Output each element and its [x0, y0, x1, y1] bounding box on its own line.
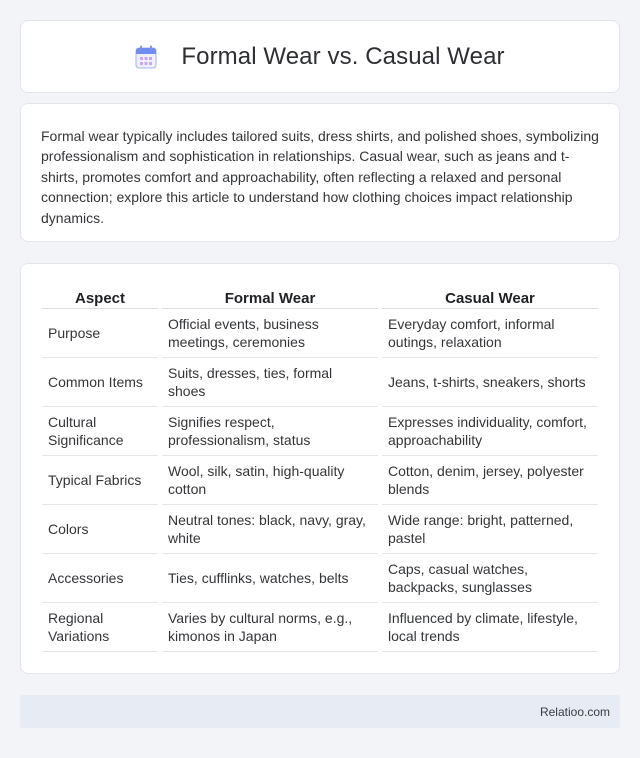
formal-cell: Signifies respect, professionalism, status: [160, 406, 380, 455]
table-row: [42, 406, 598, 455]
formal-cell: Wool, silk, satin, high-quality cotton: [160, 455, 380, 504]
casual-cell: Everyday comfort, informal outings, relaxation: [380, 308, 598, 357]
casual-cell: Caps, casual watches, backpacks, sunglasses: [380, 553, 598, 602]
calendar-icon: [135, 45, 157, 69]
table-row: [42, 308, 598, 357]
formal-cell: Varies by cultural norms, e.g., kimonos in Japan: [160, 602, 380, 651]
header-casual-wear: Casual Wear: [380, 284, 598, 308]
table-row: [42, 357, 598, 406]
header: [135, 43, 504, 71]
casual-cell: Wide range: bright, patterned, pastel: [380, 504, 598, 553]
footer: [20, 695, 620, 728]
aspect-cell: Cultural Significance: [42, 406, 160, 455]
table-row: [42, 455, 598, 504]
comparison-table: [42, 284, 598, 652]
aspect-cell: Regional Variations: [42, 602, 160, 651]
page-title: Formal Wear vs. Casual Wear: [181, 42, 505, 70]
formal-cell: Ties, cufflinks, watches, belts: [160, 553, 380, 602]
casual-cell: Expresses individuality, comfort, approachability: [380, 406, 598, 455]
table-header-row: [42, 284, 598, 308]
table-row: [42, 553, 598, 602]
aspect-cell: Colors: [42, 504, 160, 553]
aspect-cell: Accessories: [42, 553, 160, 602]
aspect-cell: Purpose: [42, 308, 160, 357]
aspect-cell: Common Items: [42, 357, 160, 406]
header-formal-wear: Formal Wear: [160, 284, 380, 308]
casual-cell: Jeans, t-shirts, sneakers, shorts: [380, 357, 598, 406]
header-aspect: Aspect: [42, 284, 160, 308]
intro-paragraph: Formal wear typically includes tailored suits, dress shirts, and polished shoes, symbolizing professionalism and sophistication in relationships. Casual wear, such as jeans and t-shirts, promotes comfort and approachability, often reflecting a relaxed and personal connection; explore this article to understand how clothing choices impact relationship dynamics.: [41, 128, 599, 226]
casual-cell: Cotton, denim, jersey, polyester blends: [380, 455, 598, 504]
header-card: [20, 20, 620, 93]
aspect-cell: Typical Fabrics: [42, 455, 160, 504]
formal-cell: Official events, business meetings, ceremonies: [160, 308, 380, 357]
intro-card: [20, 103, 620, 242]
casual-cell: Influenced by climate, lifestyle, local trends: [380, 602, 598, 651]
table-row: [42, 504, 598, 553]
formal-cell: Neutral tones: black, navy, gray, white: [160, 504, 380, 553]
footer-brand: Relatioo.com: [539, 704, 610, 719]
comparison-table-card: [20, 263, 620, 674]
formal-cell: Suits, dresses, ties, formal shoes: [160, 357, 380, 406]
table-row: [42, 602, 598, 651]
